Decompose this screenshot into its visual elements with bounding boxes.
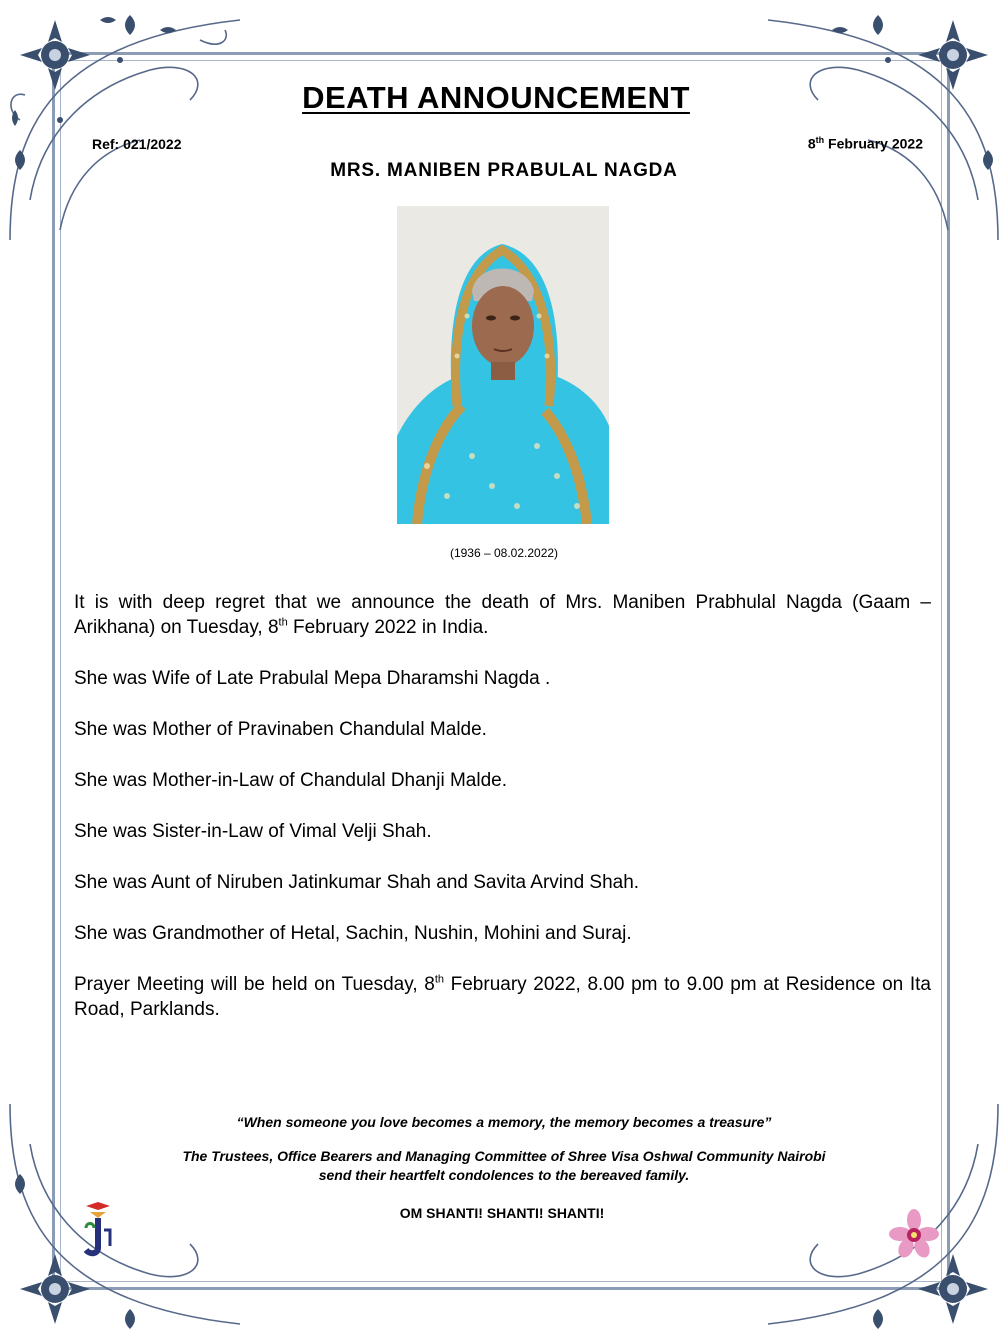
reference-number: Ref: 021/2022 bbox=[92, 136, 182, 152]
opening-paragraph bbox=[74, 590, 931, 640]
relation-sister-in-law: She was Sister-in-Law of Vimal Velji Shah. bbox=[74, 821, 432, 842]
title-text: DEATH ANNOUNCEMENT bbox=[302, 80, 690, 115]
closing-prayer: OM SHANTI! SHANTI! SHANTI! bbox=[399, 1205, 605, 1221]
prayer-date-suffix: th bbox=[434, 973, 444, 986]
prayer-meeting-paragraph bbox=[74, 972, 931, 1022]
lifespan-dates: (1936 – 08.02.2022) bbox=[449, 546, 559, 560]
memorial-quote: “When someone you love becomes a memory, the memory becomes a treasure” bbox=[236, 1114, 772, 1130]
date-suffix: th bbox=[815, 135, 825, 145]
prayer-text: Prayer Meeting will be held on Tuesday, 8 bbox=[74, 974, 435, 995]
date-day: 8 bbox=[807, 135, 816, 152]
orchid-flower-icon bbox=[888, 1208, 940, 1260]
announcement-date bbox=[808, 135, 923, 152]
opening-text-end: February 2022 in India. bbox=[287, 617, 489, 638]
condolence-line-2: send their heartfelt condolences to the bereaved family. bbox=[318, 1167, 690, 1183]
deceased-name: MRS. MANIBEN PRABULAL NAGDA bbox=[330, 160, 678, 181]
date-rest: February 2022 bbox=[824, 135, 923, 152]
relation-wife: She was Wife of Late Prabulal Mepa Dharamshi Nagda . bbox=[74, 668, 551, 689]
prayer-text-end: February 2022, 8.00 pm to 9.00 pm at Residence on Ita Road, Parklands. bbox=[74, 974, 931, 1020]
opening-date-suffix: th bbox=[278, 616, 288, 629]
condolence-line-1: The Trustees, Office Bearers and Managing Committee of Shree Visa Oshwal Community Nairobi bbox=[182, 1148, 826, 1164]
portrait-photo bbox=[397, 206, 609, 524]
relation-mother: She was Mother of Pravinaben Chandulal Malde. bbox=[74, 719, 487, 740]
relation-mother-in-law: She was Mother-in-Law of Chandulal Dhanji Malde. bbox=[74, 770, 508, 791]
announcement-body bbox=[74, 590, 931, 1048]
condolence-message bbox=[0, 1147, 1008, 1185]
relation-aunt: She was Aunt of Niruben Jatinkumar Shah and Savita Arvind Shah. bbox=[74, 872, 640, 893]
relation-grandmother: She was Grandmother of Hetal, Sachin, Nushin, Mohini and Suraj. bbox=[74, 923, 632, 944]
community-logo-icon bbox=[78, 1200, 118, 1258]
floral-corner-top-left bbox=[0, 0, 250, 250]
opening-text: It is with deep regret that we announce the death of Mrs. Maniben Prabhulal Nagda (Gaam – Arikhana) on Tuesday, 8 bbox=[74, 592, 931, 638]
floral-corner-top-right bbox=[758, 0, 1008, 250]
page-title bbox=[0, 80, 992, 116]
